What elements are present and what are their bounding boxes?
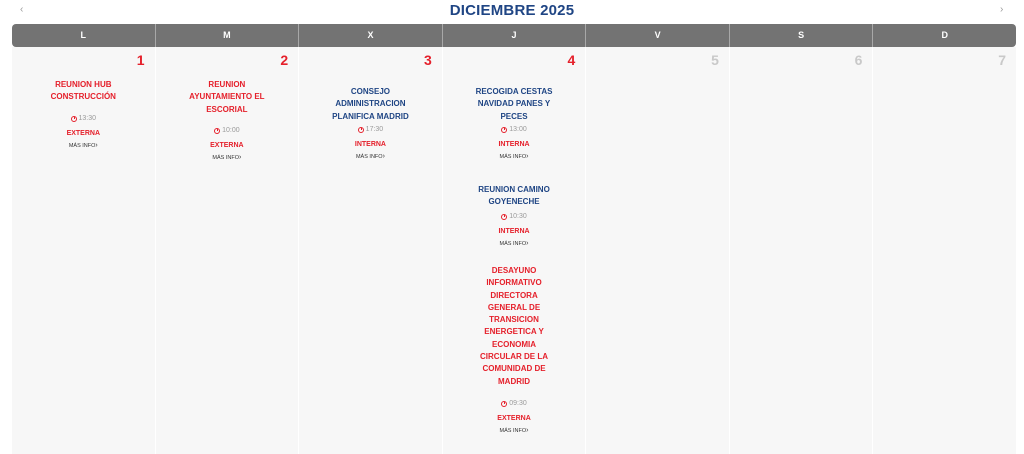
- event-title-line: ESCORIAL: [206, 104, 248, 114]
- event-title[interactable]: [156, 79, 299, 116]
- event-title-line: PECES: [500, 111, 528, 121]
- event-title-line: CONSEJO: [350, 87, 390, 96]
- clock-icon: [501, 214, 507, 220]
- event-type: INTERNA: [354, 140, 386, 148]
- event-title-line: GENERAL DE: [487, 302, 541, 312]
- event-time-value: 13:30: [78, 114, 97, 122]
- chevron-right-icon: ›: [238, 153, 242, 161]
- day-number: 2: [280, 52, 289, 68]
- chevron-right-icon: ›: [526, 426, 529, 434]
- event-title[interactable]: [443, 265, 586, 388]
- event-card[interactable]: [156, 79, 299, 162]
- event-card[interactable]: [12, 79, 155, 150]
- clock-icon: [71, 116, 77, 122]
- weekday-wednesday: X: [298, 24, 442, 47]
- event-title[interactable]: [443, 184, 586, 209]
- clock-icon: [501, 127, 507, 133]
- month-title: DICIEMBRE 2025: [449, 2, 575, 19]
- weekday-friday: V: [585, 24, 729, 47]
- event-time: [443, 125, 586, 135]
- day-cell-3: [298, 47, 442, 454]
- more-info-link[interactable]: [156, 154, 299, 162]
- event-time-value: 13:00: [509, 125, 527, 133]
- day-number: 7: [998, 52, 1007, 68]
- event-type: INTERNA: [498, 227, 530, 235]
- event-time-value: 17:30: [365, 125, 384, 133]
- more-info-label: MÁS INFO: [499, 240, 527, 247]
- event-title-line: REUNION: [208, 80, 246, 89]
- event-title-line: MADRID: [498, 376, 531, 386]
- event-title-line: NAVIDAD PANES Y: [477, 99, 551, 109]
- more-info-link[interactable]: [12, 142, 155, 150]
- event-title-line: CONSTRUCCIÓN: [50, 92, 116, 102]
- event-card[interactable]: [443, 86, 586, 161]
- event-title-line: ADMINISTRACION: [335, 99, 406, 109]
- day-number: 4: [567, 52, 576, 68]
- event-title-line: INFORMATIVO: [486, 278, 542, 288]
- event-type: EXTERNA: [210, 141, 244, 149]
- day-cell-5: [585, 47, 729, 454]
- event-type: EXTERNA: [66, 129, 101, 137]
- event-card[interactable]: [443, 265, 586, 435]
- weekday-bar: [12, 24, 1016, 47]
- event-title-line: DESAYUNO: [491, 266, 537, 275]
- day-cell-1: [12, 47, 155, 454]
- more-info-link[interactable]: [299, 153, 442, 161]
- calendar-header: [0, 0, 1024, 24]
- event-time: [443, 212, 586, 222]
- more-info-label: MÁS INFO: [499, 427, 527, 434]
- event-title[interactable]: [299, 86, 442, 123]
- event-time: [12, 114, 155, 124]
- more-info-link[interactable]: [443, 153, 586, 161]
- clock-icon: [501, 401, 507, 407]
- next-month-button[interactable]: ›: [1000, 4, 1004, 15]
- event-title-line: REUNION CAMINO: [478, 185, 550, 194]
- chevron-right-icon: ›: [526, 152, 529, 160]
- more-info-label: MÁS INFO: [68, 142, 96, 149]
- chevron-right-icon: ›: [382, 152, 385, 160]
- more-info-link[interactable]: [443, 240, 586, 248]
- clock-icon: [358, 127, 364, 133]
- day-cell-6: [729, 47, 873, 454]
- more-info-label: MÁS INFO: [212, 154, 239, 161]
- event-card[interactable]: [299, 86, 442, 161]
- clock-icon: [214, 128, 220, 134]
- day-cell-7: [872, 47, 1016, 454]
- event-title-line: REUNION HUB: [55, 80, 112, 89]
- event-title-line: TRANSICION: [489, 315, 539, 325]
- event-time-value: 09:30: [509, 399, 527, 407]
- weekday-tuesday: M: [155, 24, 299, 47]
- event-type: EXTERNA: [497, 414, 531, 422]
- event-title-line: DIRECTORA: [490, 290, 538, 300]
- event-title[interactable]: [443, 86, 586, 123]
- weekday-sunday: D: [872, 24, 1016, 47]
- chevron-right-icon: ›: [95, 141, 98, 149]
- event-title-line: ECONOMIA: [492, 339, 537, 349]
- event-time: [443, 399, 586, 409]
- event-title-line: PLANIFICA MADRID: [332, 111, 409, 121]
- event-time: [299, 125, 442, 135]
- more-info-label: MÁS INFO: [355, 153, 383, 160]
- event-time: [156, 126, 299, 136]
- weekday-monday: L: [80, 30, 87, 40]
- chevron-right-icon: ›: [526, 239, 529, 247]
- event-title[interactable]: [12, 79, 155, 104]
- day-number: 1: [136, 52, 145, 68]
- more-info-label: MÁS INFO: [499, 153, 527, 160]
- prev-month-button[interactable]: ‹: [20, 4, 24, 15]
- weekday-thursday: J: [442, 24, 586, 47]
- event-title-line: GOYENECHE: [488, 197, 540, 207]
- day-number: 3: [423, 52, 432, 68]
- day-cell-2: [155, 47, 299, 454]
- day-cell-4: [442, 47, 586, 454]
- day-number: 5: [711, 52, 719, 68]
- event-time-value: 10:30: [509, 212, 527, 220]
- event-time-value: 10:00: [222, 126, 240, 134]
- event-type: INTERNA: [498, 140, 530, 148]
- event-title-line: COMUNIDAD DE: [482, 364, 546, 374]
- event-title-line: RECOGIDA CESTAS: [475, 87, 553, 96]
- event-title-line: ENERGETICA Y: [484, 327, 544, 337]
- event-title-line: AYUNTAMIENTO EL: [189, 92, 265, 102]
- more-info-link[interactable]: [443, 427, 586, 435]
- calendar-week-grid: [12, 47, 1016, 454]
- day-number: 6: [854, 52, 863, 68]
- weekday-saturday: S: [729, 24, 873, 47]
- event-card[interactable]: [443, 184, 586, 248]
- event-title-line: CIRCULAR DE LA: [480, 352, 549, 362]
